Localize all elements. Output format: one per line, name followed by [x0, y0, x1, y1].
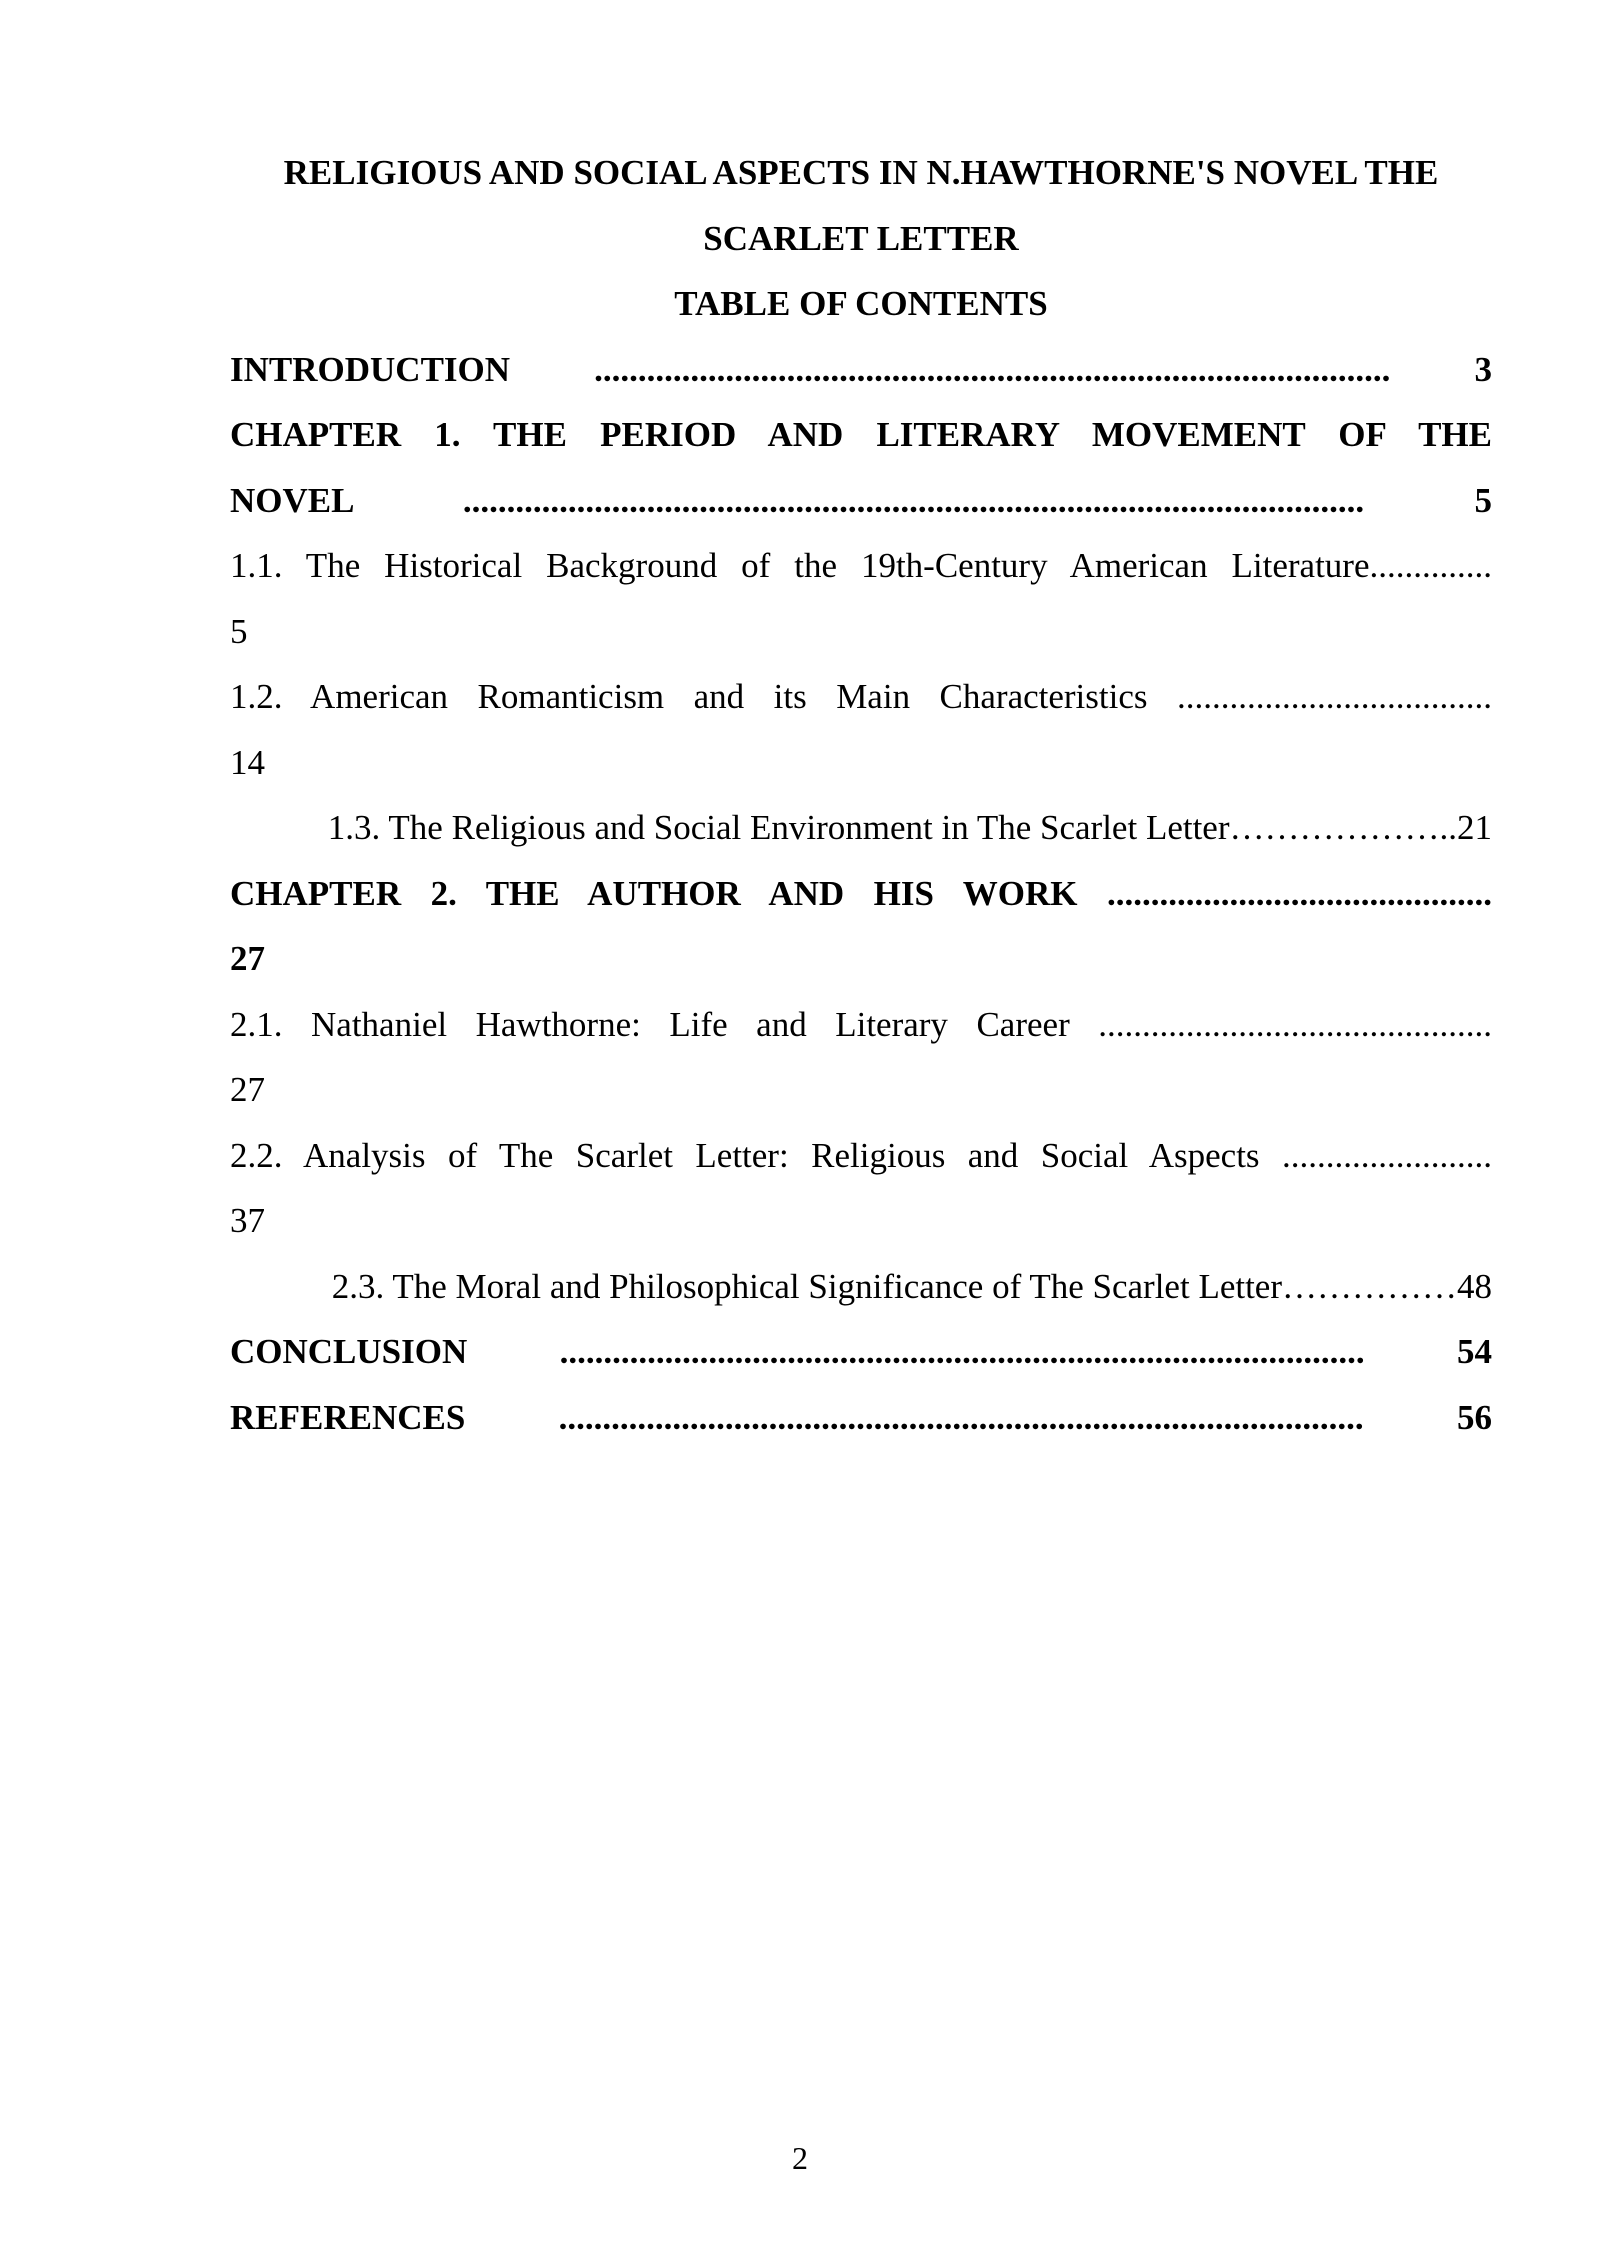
document-title-line2: SCARLET LETTER	[703, 218, 1019, 258]
toc-entry-1-3: 1.3. The Religious and Social Environment in The Scarlet Letter………………..21	[327, 808, 1492, 847]
page-number: 2	[792, 2140, 808, 2176]
toc-entry-2-1: 2.1. Nathaniel Hawthorne: Life and Literary Career .............................................	[230, 1004, 1492, 1044]
toc-entry-2-2: 2.2. Analysis of The Scarlet Letter: Religious and Social Aspects ........................	[230, 1135, 1492, 1175]
toc-entry-references: REFERENCES ............................................................................................ 56	[230, 1397, 1492, 1437]
toc-entry-1-2: 1.2. American Romanticism and its Main Characteristics ....................................	[230, 677, 1492, 716]
toc-entry-chapter2-page: 27	[230, 939, 265, 978]
toc-entry-chapter1-cont: NOVEL ....................................................................................................... 5	[230, 480, 1492, 520]
toc-entry-introduction: INTRODUCTION ........................................................................................... 3	[230, 349, 1492, 389]
toc-entry-1-1-page: 5	[230, 611, 248, 651]
toc-heading: TABLE OF CONTENTS	[674, 284, 1048, 323]
toc-entry-conclusion: CONCLUSION ............................................................................................ 54	[230, 1332, 1492, 1371]
toc-entry-chapter1: CHAPTER 1. THE PERIOD AND LITERARY MOVEMENT OF THE	[230, 415, 1492, 454]
toc-entry-chapter2: CHAPTER 2. THE AUTHOR AND HIS WORK ............................................	[230, 873, 1492, 913]
toc-content	[230, 140, 1492, 1450]
toc-entry-1-2-page: 14	[230, 742, 265, 782]
toc-entry-2-3: 2.3. The Moral and Philosophical Significance of The Scarlet Letter……………48	[331, 1266, 1492, 1306]
toc-entry-1-1: 1.1. The Historical Background of the 19th-Century American Literature..............	[230, 546, 1492, 585]
toc-entry-2-2-page: 37	[230, 1201, 265, 1240]
toc-entry-2-1-page: 27	[230, 1070, 265, 1109]
document-title-line1: RELIGIOUS AND SOCIAL ASPECTS IN N.HAWTHORNE'S NOVEL THE	[283, 153, 1439, 192]
